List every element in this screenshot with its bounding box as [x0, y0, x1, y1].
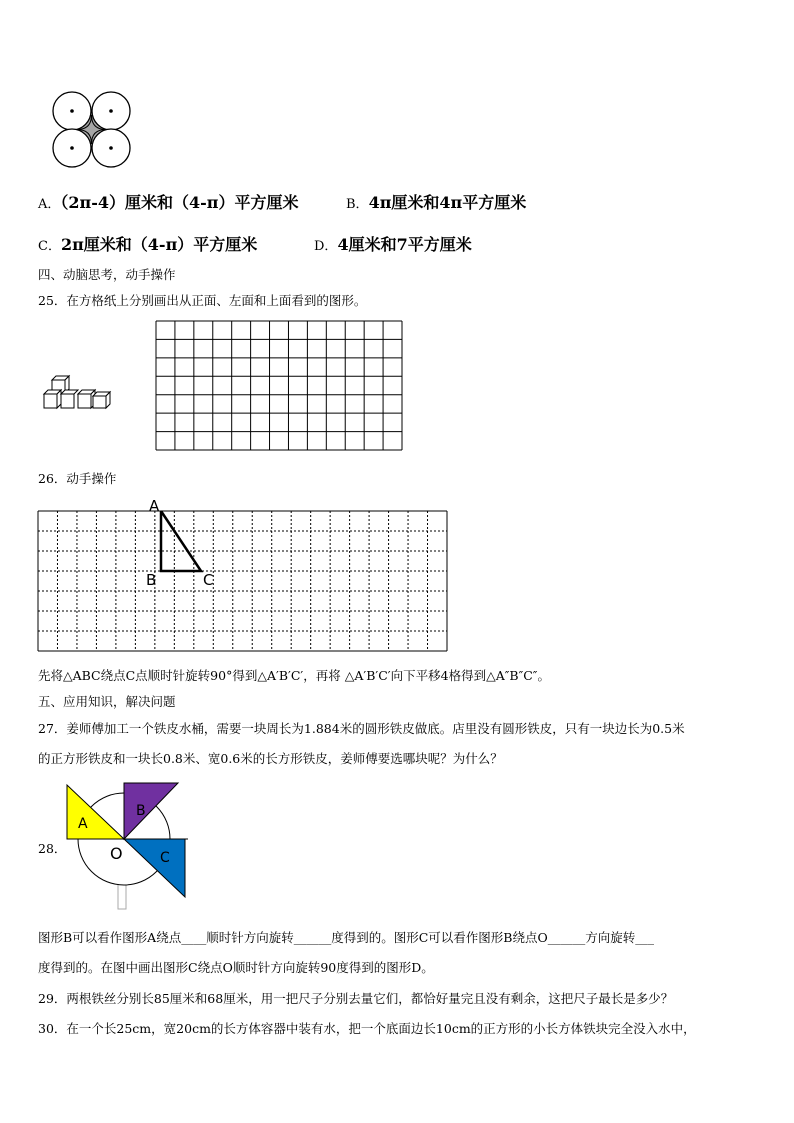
label-a: A [78, 816, 88, 832]
label-o: O [110, 844, 123, 863]
label-a: A [149, 497, 160, 515]
option-b: B．4π厘米和4π平方厘米 [346, 193, 527, 212]
option-c: C．2π厘米和（4-π）平方厘米 [38, 235, 258, 254]
question-27-line1: 27．姜师傅加工一个铁皮水桶，需要一块周长为1.884米的圆形铁皮做底。店里没有圆形铁皮，只有一块边长为0.5米 [38, 721, 685, 736]
triangle-abc [140, 496, 230, 588]
label-b: B [136, 803, 146, 819]
label-c: C [203, 571, 214, 589]
question-28-number: 28． [38, 841, 67, 856]
question-28-line1: 图形B可以看作图形A绕点____顺时针方向旋转______度得到的。图形C可以看作图形B绕点O______方向旋转___ [38, 930, 654, 945]
grid-paper-26[interactable] [38, 511, 448, 652]
grid-paper-25[interactable] [156, 321, 403, 451]
option-d: D．4厘米和7平方厘米 [314, 235, 472, 254]
label-b: B [146, 571, 157, 589]
question-29: 29．两根铁丝分别长85厘米和68厘米，用一把尺子分别去量它们，都恰好量完且没有剩余，这把尺子最长是多少？ [38, 991, 674, 1006]
cube-stack-figure [42, 372, 118, 412]
question-26-instruction: 先将△ABC绕点C点顺时针旋转90°得到△A′B′C′，再将 △A′B′C′向下平移4格得到△A″B″C″。 [38, 668, 550, 683]
section-5-heading: 五、应用知识，解决问题 [38, 694, 176, 709]
question-30: 30．在一个长25cm，宽20cm的长方体容器中装有水，把一个底面边长10cm的正方形的小长方体铁块完全没入水中， [38, 1021, 696, 1036]
label-c: C [160, 850, 170, 866]
question-28-line2: 度得到的。在图中画出图形C绕点O顺时针方向旋转90度得到的图形D。 [38, 960, 434, 975]
section-4-heading: 四、动脑思考，动手操作 [38, 267, 176, 282]
windmill-figure [62, 780, 192, 910]
question-26-title: 26．动手操作 [38, 471, 117, 486]
four-circles-figure [50, 90, 136, 170]
option-a: A．（2π-4）厘米和（4-π）平方厘米 [38, 193, 299, 212]
question-27-line2: 的正方形铁皮和一块长0.8米、宽0.6米的长方形铁皮，姜师傅要选哪块呢？为什么？ [38, 751, 503, 766]
question-25: 25．在方格纸上分别画出从正面、左面和上面看到的图形。 [38, 293, 367, 308]
